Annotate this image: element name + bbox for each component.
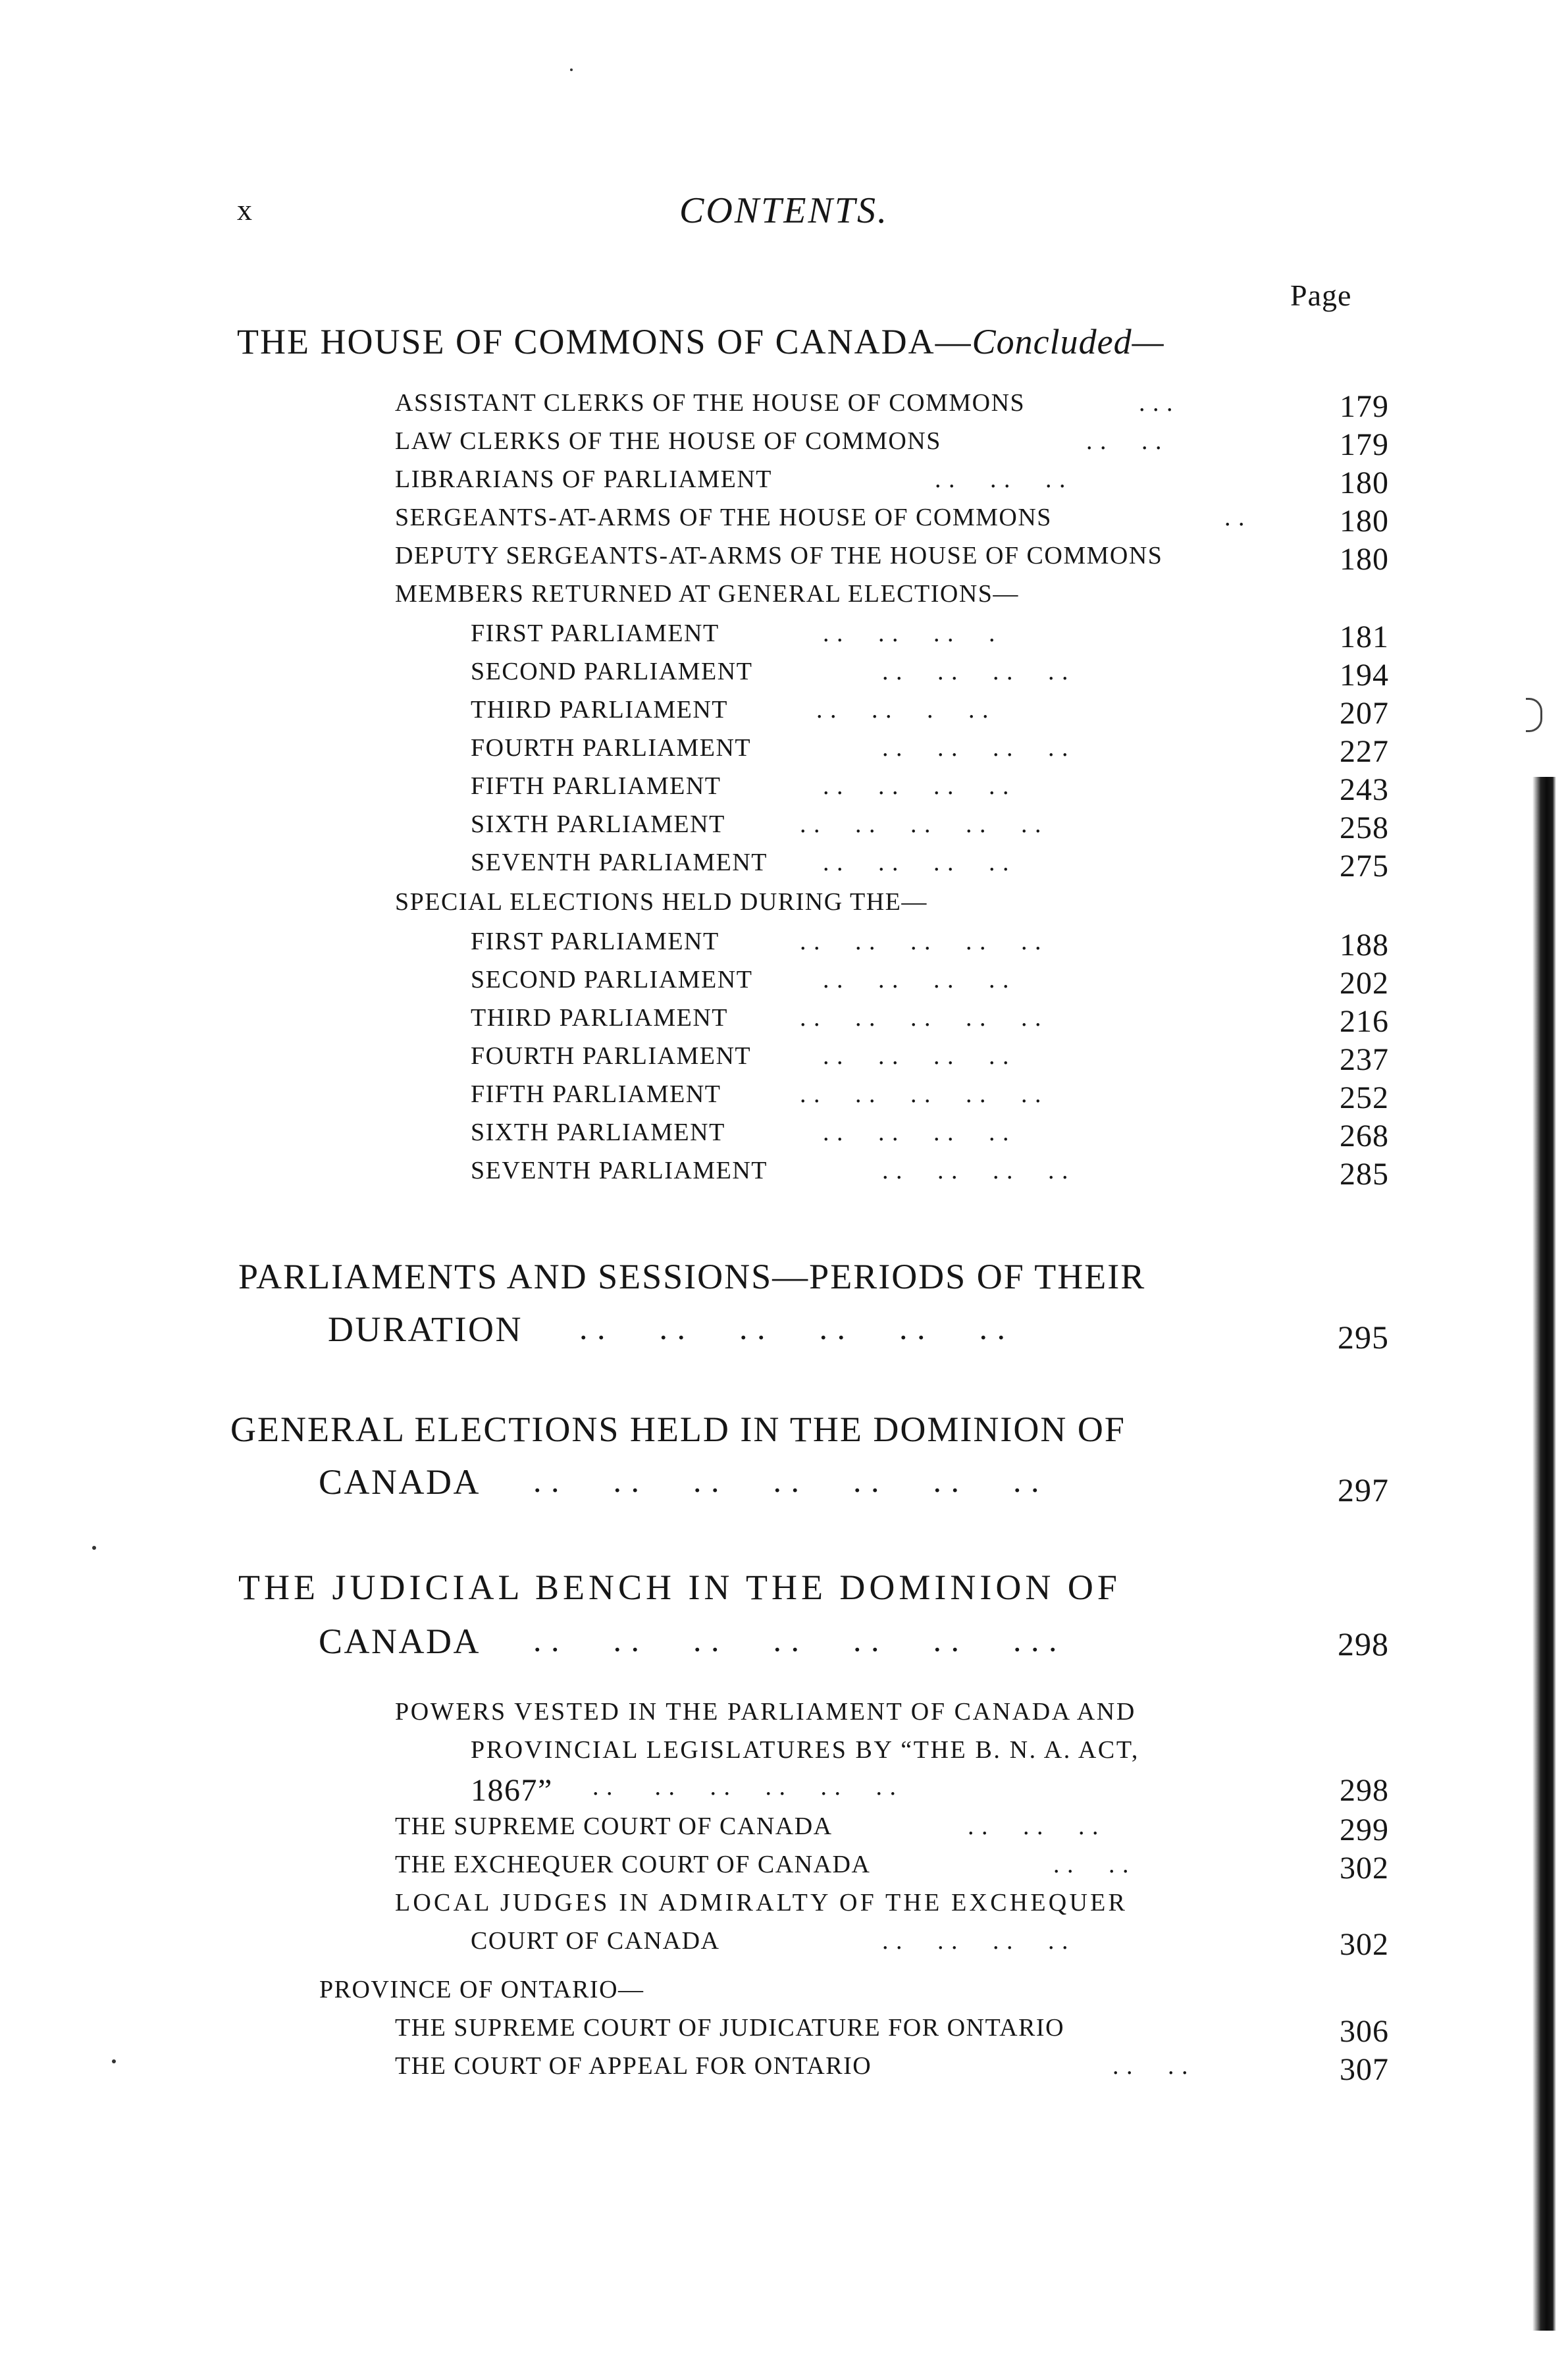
- toc-entry-label: FIFTH PARLIAMENT: [471, 772, 721, 800]
- toc-row: [0, 695, 1568, 733]
- toc-row: [0, 848, 1568, 886]
- toc-entry-label: THIRD PARLIAMENT: [471, 696, 728, 724]
- toc-entry-label: FIRST PARLIAMENT: [471, 620, 719, 647]
- toc-page-number: 180: [1340, 504, 1389, 539]
- toc-row: [0, 1926, 1568, 1965]
- toc-row: [0, 927, 1568, 965]
- toc-page-number: 179: [1340, 389, 1389, 424]
- toc-row: [0, 965, 1568, 1003]
- special-heading: SPECIAL ELECTIONS HELD DURING THE—: [395, 888, 928, 916]
- toc-page-number: 285: [1340, 1157, 1389, 1192]
- toc-page-number: 194: [1340, 658, 1389, 693]
- leader-dots: . . . .: [1112, 2052, 1189, 2080]
- toc-entry-label: PROVINCIAL LEGISLATURES BY “THE B. N. A. ACT,: [471, 1736, 1139, 1764]
- toc-row: [0, 465, 1568, 503]
- toc-page-number: 268: [1340, 1119, 1389, 1153]
- toc-entry-label: FIRST PARLIAMENT: [471, 928, 719, 955]
- toc-entry-label: LOCAL JUDGES IN ADMIRALTY OF THE EXCHEQUER: [395, 1889, 1128, 1917]
- toc-row: [0, 503, 1568, 541]
- toc-row: [0, 1118, 1568, 1156]
- toc-page-number: 243: [1340, 772, 1389, 807]
- toc-row: [0, 388, 1568, 427]
- leader-dots: . . . .: [1086, 427, 1163, 455]
- toc-row: [0, 1888, 1568, 1926]
- scan-page-edge: [1532, 777, 1556, 2331]
- leader-dots: . . . . . . . .: [823, 1119, 1010, 1146]
- section-title-continuation: CANADA: [319, 1462, 481, 1502]
- toc-page-number: 298: [1340, 1773, 1389, 1808]
- scan-speck: [112, 2059, 116, 2063]
- leader-dots: . . . . . . . .: [882, 1157, 1069, 1184]
- toc-entry-label: LIBRARIANS OF PARLIAMENT: [395, 465, 772, 493]
- toc-row: [0, 772, 1568, 810]
- toc-page-number: 307: [1340, 2052, 1389, 2087]
- toc-row: [0, 1621, 1568, 1667]
- toc-page-number: 302: [1340, 1851, 1389, 1886]
- toc-entry-label: THE SUPREME COURT OF CANADA: [395, 1813, 833, 1840]
- leader-dots: . . . .: [1053, 1851, 1130, 1878]
- toc-page-number: 297: [1338, 1471, 1389, 1508]
- section-title-elections: GENERAL ELECTIONS HELD IN THE DOMINION OF: [230, 1410, 1126, 1449]
- toc-entry-label: SEVENTH PARLIAMENT: [471, 1157, 768, 1184]
- toc-row: [0, 1850, 1568, 1888]
- toc-entry-label: FOURTH PARLIAMENT: [471, 1042, 752, 1070]
- toc-row: [0, 733, 1568, 772]
- toc-row: [0, 2051, 1568, 2090]
- leader-dots: . . . . . . . . . .: [800, 1080, 1042, 1108]
- toc-entry-label: DEPUTY SERGEANTS-AT-ARMS OF THE HOUSE OF COMMONS: [395, 542, 1163, 569]
- toc-entry-label: 1867”: [471, 1773, 553, 1808]
- leader-dots: . . . . . . . .: [882, 734, 1069, 762]
- toc-row: [0, 1309, 1568, 1355]
- section-title-continuation: DURATION: [328, 1310, 523, 1349]
- toc-page-number: 306: [1340, 2014, 1389, 2049]
- toc-row: [0, 1772, 1568, 1813]
- toc-row: [0, 810, 1568, 848]
- toc-page-number: 302: [1340, 1927, 1389, 1962]
- toc-entry-label: SERGEANTS-AT-ARMS OF THE HOUSE OF COMMONS: [395, 504, 1052, 531]
- leader-dots: . . . . . . .: [816, 696, 989, 724]
- toc-row: [0, 1080, 1568, 1118]
- toc-row: [0, 1003, 1568, 1042]
- page-folio: x: [237, 193, 252, 226]
- toc-entry-label: THE SUPREME COURT OF JUDICATURE FOR ONTARIO: [395, 2014, 1065, 2042]
- leader-dots: . . . . . .: [968, 1813, 1099, 1840]
- toc-row: [0, 541, 1568, 579]
- toc-row: [0, 619, 1568, 657]
- ontario-heading: PROVINCE OF ONTARIO—: [319, 1976, 644, 2003]
- leader-dots: . . . . . . . .: [823, 966, 1010, 993]
- toc-entry-label: THIRD PARLIAMENT: [471, 1004, 728, 1032]
- toc-row: [0, 1697, 1568, 1735]
- toc-row: [0, 1462, 1568, 1508]
- section-title-text: THE HOUSE OF COMMONS OF CANADA—: [237, 322, 972, 361]
- leader-dots: . .: [1224, 504, 1245, 531]
- toc-row: [0, 1156, 1568, 1194]
- section-title-judicial: THE JUDICIAL BENCH IN THE DOMINION OF: [238, 1568, 1121, 1607]
- leader-dots: . . . . . . . . . . . .: [579, 1310, 1006, 1346]
- toc-entry-label: POWERS VESTED IN THE PARLIAMENT OF CANADA AND: [395, 1698, 1136, 1726]
- toc-page-number: 216: [1340, 1004, 1389, 1039]
- toc-entry-label: SIXTH PARLIAMENT: [471, 810, 725, 838]
- leader-dots: . . . . . . .: [823, 620, 996, 647]
- leader-dots: . . . . . . . .: [823, 772, 1010, 800]
- leader-dots: . . .: [1139, 389, 1174, 417]
- toc-page-number: 298: [1338, 1626, 1389, 1662]
- toc-page-number: 207: [1340, 696, 1389, 731]
- toc-entry-label: SECOND PARLIAMENT: [471, 966, 753, 993]
- toc-page-number: 181: [1340, 620, 1389, 654]
- toc-entry-label: ASSISTANT CLERKS OF THE HOUSE OF COMMONS: [395, 389, 1026, 417]
- leader-dots: . . . . . . . . . . . . . . .: [533, 1622, 1058, 1658]
- toc-entry-label: SECOND PARLIAMENT: [471, 658, 753, 685]
- toc-entry-label: THE EXCHEQUER COURT OF CANADA: [395, 1851, 871, 1878]
- leader-dots: . . . . . . . .: [882, 1927, 1069, 1955]
- toc-entry-label: COURT OF CANADA: [471, 1927, 720, 1955]
- toc-row: [0, 2013, 1568, 2051]
- members-heading: MEMBERS RETURNED AT GENERAL ELECTIONS—: [395, 580, 1019, 608]
- toc-entry-label: THE COURT OF APPEAL FOR ONTARIO: [395, 2052, 872, 2080]
- page-column-label: Page: [1290, 278, 1352, 312]
- toc-subheading: [0, 1975, 1568, 2013]
- toc-page-number: 295: [1338, 1319, 1389, 1356]
- section-title-commons: [237, 321, 1164, 362]
- toc-page-number: 180: [1340, 542, 1389, 577]
- toc-row: [0, 1812, 1568, 1850]
- leader-dots: . . . . . . . . . .: [800, 1004, 1042, 1032]
- toc-row: [0, 427, 1568, 465]
- leader-dots: . . . . . . . . . . . .: [592, 1773, 897, 1801]
- toc-page-number: 180: [1340, 465, 1389, 500]
- toc-row: [0, 1735, 1568, 1774]
- leader-dots: . . . . . . . . . .: [800, 928, 1042, 955]
- section-title-continuation: CANADA: [319, 1622, 481, 1661]
- leader-dots: . . . . . .: [935, 465, 1066, 493]
- leader-dots: . . . . . . . .: [823, 849, 1010, 876]
- running-title: CONTENTS.: [679, 190, 889, 231]
- toc-page-number: 258: [1340, 810, 1389, 845]
- toc-page-number: 202: [1340, 966, 1389, 1001]
- toc-row: [0, 1042, 1568, 1080]
- toc-page-number: 179: [1340, 427, 1389, 462]
- leader-dots: . . . . . . . .: [823, 1042, 1010, 1070]
- toc-page-number: 275: [1340, 849, 1389, 884]
- section-title-parliaments: PARLIAMENTS AND SESSIONS—PERIODS OF THEIR: [238, 1257, 1146, 1296]
- toc-entry-label: FIFTH PARLIAMENT: [471, 1080, 721, 1108]
- toc-page-number: 252: [1340, 1080, 1389, 1115]
- leader-dots: . . . . . . . . . . . . . .: [533, 1462, 1040, 1499]
- toc-entry-label: LAW CLERKS OF THE HOUSE OF COMMONS: [395, 427, 941, 455]
- toc-page-number: 227: [1340, 734, 1389, 769]
- toc-entry-label: SIXTH PARLIAMENT: [471, 1119, 725, 1146]
- leader-dots: . . . . . . . . . .: [800, 810, 1042, 838]
- toc-row: [0, 657, 1568, 695]
- toc-subheading: [0, 579, 1568, 618]
- leader-dots: . . . . . . . .: [882, 658, 1069, 685]
- scan-speck: [92, 1546, 96, 1550]
- toc-entry-label: SEVENTH PARLIAMENT: [471, 849, 768, 876]
- scan-speck: [570, 68, 573, 71]
- toc-page-number: 237: [1340, 1042, 1389, 1077]
- toc-page-number: 188: [1340, 928, 1389, 963]
- section-title-suffix: Concluded—: [972, 322, 1164, 361]
- toc-subheading: [0, 887, 1568, 926]
- toc-page-number: 299: [1340, 1813, 1389, 1847]
- toc-entry-label: FOURTH PARLIAMENT: [471, 734, 752, 762]
